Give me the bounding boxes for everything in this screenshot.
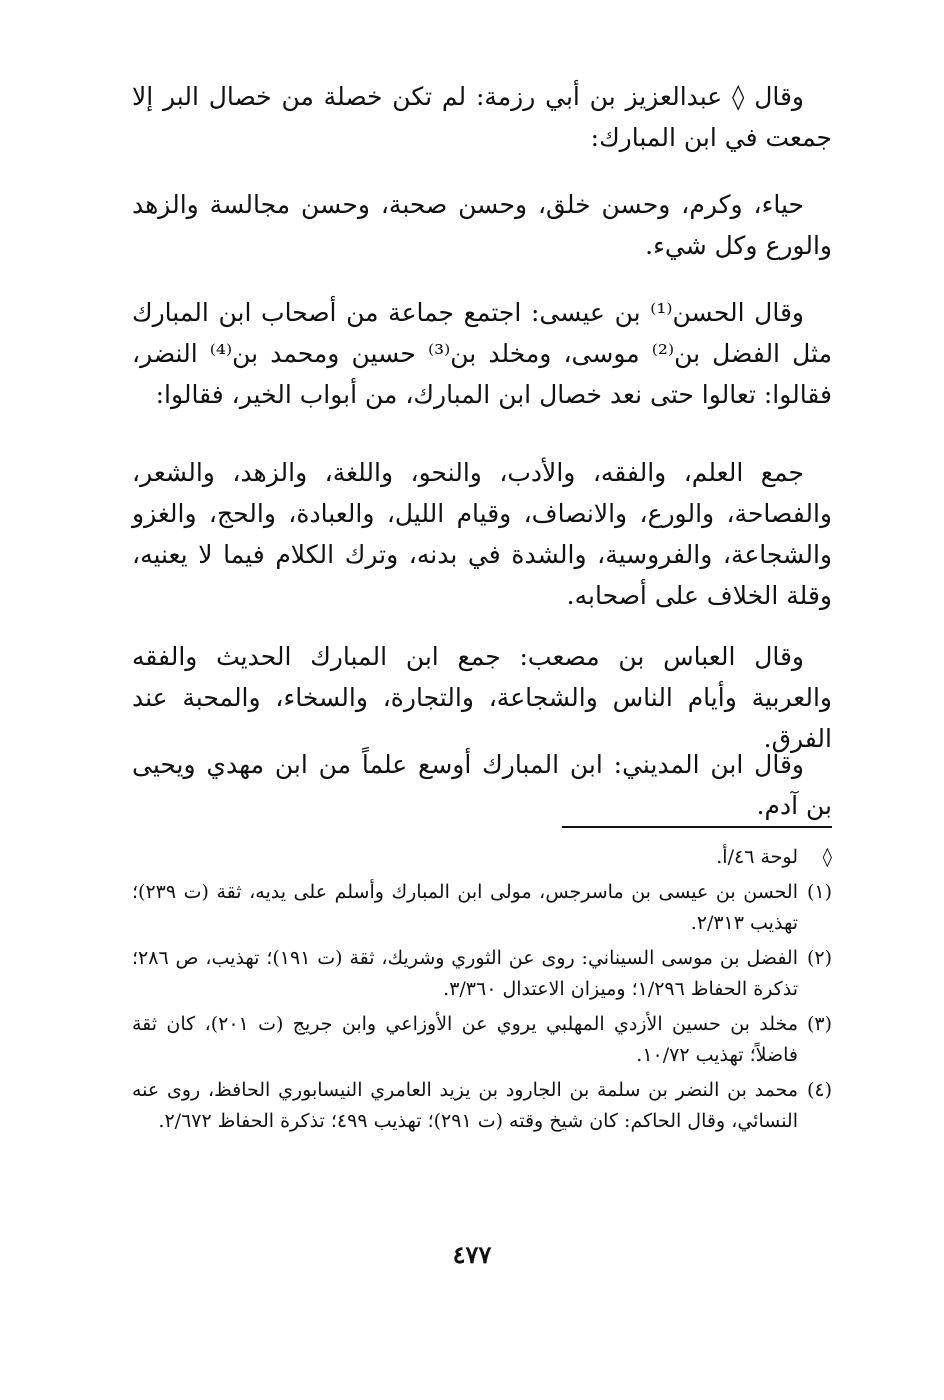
footnote-text: الفضل بن موسى السيناني: روى عن الثوري وشريك، ثقة (ت ١٩١)؛ تهذيب، ص ٢٨٦؛ تذكرة الحفاظ ١/٢٩٦؛ وميزان الاعتدال ٣/٣٦٠.	[132, 947, 799, 1000]
paragraph-text: وقال ابن المديني: ابن المبارك أوسع علماً من ابن مهدي ويحيى بن آدم.	[132, 750, 832, 820]
footnote-1	[132, 877, 832, 939]
footnote-text: مخلد بن حسين الأزدي المهلبي يروي عن الأوزاعي وابن جريج (ت ٢٠١)، كان ثقة فاضلاً؛ تهذيب ١٠/٧٢.	[132, 1013, 798, 1066]
paragraph-abbas-ibn-musab	[132, 636, 832, 759]
paragraph-text: حياء، وكرم، وحسن خلق، وحسن صحبة، وحسن مجالسة والزهد والورع وكل شيء.	[132, 190, 832, 260]
footnote-3	[132, 1009, 832, 1071]
paragraph-abdulaziz	[132, 76, 832, 158]
footnote-manuscript-marker	[132, 842, 832, 873]
footnote-divider	[562, 826, 832, 828]
paragraph-hasan-ibn-isa	[132, 292, 832, 415]
paragraph-text: وقال الحسن⁽¹⁾ بن عيسى: اجتمع جماعة من أصحاب ابن المبارك مثل الفضل بن⁽²⁾ موسى، ومخلد بن⁽³⁾ حسين ومحمد بن⁽⁴⁾ النضر، فقالوا: تعالوا حتى نعد خصال ابن المبارك، من أبواب الخير، فقالوا:	[132, 298, 832, 409]
paragraph-virtues-list	[132, 184, 832, 266]
paragraph-text: جمع العلم، والفقه، والأدب، والنحو، واللغة، والزهد، والشعر، والفصاحة، والورع، والانصاف، وقيام الليل، والعبادة، والحج، والغزو والشجاعة، والفروسية، والشدة في بدنه، وترك الكلام فيما لا يعنيه، وقلة الخلاف على أصحابه.	[132, 458, 832, 610]
footnote-4	[132, 1075, 832, 1137]
footnote-number: (٣)	[806, 1013, 832, 1035]
footnote-number: (١)	[806, 881, 832, 903]
footnotes	[132, 842, 832, 1141]
paragraph-qualities-list	[132, 452, 832, 616]
paragraph-ibn-al-madini	[132, 744, 832, 826]
diamond-icon: ◊	[822, 846, 832, 868]
footnote-text: محمد بن النضر بن سلمة بن الجارود بن يزيد العامري النيسابوري الحافظ، روى عنه النسائي، وقال الحاكم: كان شيخ وقته (ت ٢٩١)؛ تهذيب ٤٩٩؛ تذكرة الحفاظ ٢/٦٧٢.	[132, 1079, 798, 1132]
paragraph-text: وقال العباس بن مصعب: جمع ابن المبارك الحديث والفقه والعربية وأيام الناس والشجاعة، والتجارة، والسخاء، والمحبة عند الفرق.	[132, 642, 832, 753]
footnote-text: لوحة ٤٦/أ.	[716, 846, 798, 868]
paragraph-text: وقال ◊ عبدالعزيز بن أبي رزمة: لم تكن خصلة من خصال البر إلا جمعت في ابن المبارك:	[132, 82, 832, 152]
page-number: ٤٧٧	[452, 1240, 492, 1269]
footnote-text: الحسن بن عيسى بن ماسرجس، مولى ابن المبارك وأسلم على يديه، ثقة (ت ٢٣٩)؛ تهذيب ٢/٣١٣.	[132, 881, 798, 934]
footnote-number: (٤)	[806, 1079, 832, 1101]
footnote-number: (٢)	[806, 947, 832, 969]
footnote-2	[132, 943, 832, 1005]
